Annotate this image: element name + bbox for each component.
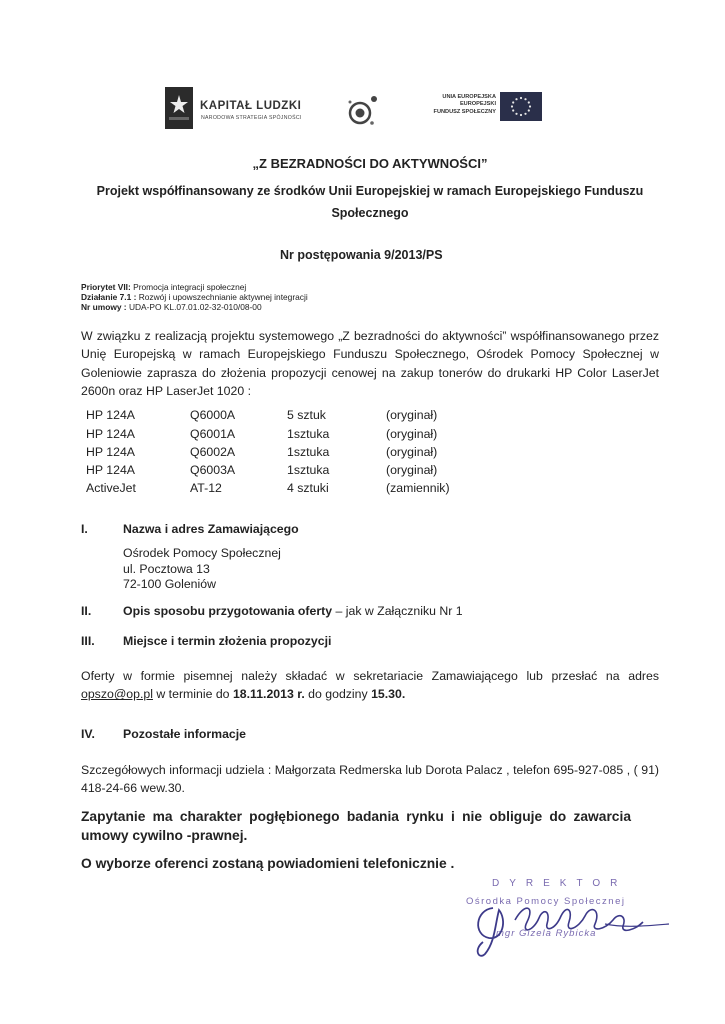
section-3-title: Miejsce i termin złożenia propozycji [123,634,332,648]
priority-line [81,282,246,292]
priority-value: Promocja integracji społecznej [133,282,247,292]
product-qty: 5 sztuk [287,408,326,422]
product-kind: (oryginał) [386,463,438,477]
eu-flag-icon [500,92,542,121]
product-kind: (zamiennik) [386,481,450,495]
inquiry-note: Zapytanie ma charakter pogłębionego badania rynku i nie obliguje do zawarcia umowy cywilno -prawnej. [81,809,631,843]
orderer-address [123,546,281,593]
intro-paragraph: W związku z realizacją projektu systemowego „Z bezradności do aktywności” współfinansowanego przez Unię Europejską w ramach Europejskiego Funduszu Społecznego, Ośrodek Pomocy Społecznej w Goleniowie zaprasza do złożenia propozycji cenowej na zakup tonerów do drukarki HP Color LaserJet 2600n oraz HP LaserJet 1020 : [81,329,659,398]
section-2-heading [123,604,463,618]
contact-paragraph: Szczegółowych informacji udziela : Małgorzata Redmerska lub Dorota Palacz , telefon 695-927-085 , ( 91) 418-24-66 wew.30. [81,763,659,796]
section-4-number: IV. [81,727,95,741]
ue-label-line: EUROPEJSKI [459,101,496,108]
product-name: HP 124A [86,408,135,422]
proceeding-number: Nr postępowania 9/2013/PS [280,248,443,262]
product-name: HP 124A [86,463,135,477]
section-1-title: Nazwa i adres Zamawiającego [123,522,299,536]
section-2-title: Opis sposobu przygotowania oferty [123,604,333,618]
product-kind: (oryginał) [386,445,438,459]
product-qty: 4 sztuki [287,481,329,495]
product-code: AT-12 [190,481,222,495]
ue-label-line: FUNDUSZ SPOŁECZNY [433,108,496,115]
action-label: Działanie 7.1 : [81,292,137,302]
product-kind: (oryginał) [386,408,438,422]
product-name: ActiveJet [86,481,136,495]
offer-date: 18.11.2013 r. [232,687,305,702]
product-qty: 1sztuka [287,463,330,477]
kapital-ludzki-emblem [165,87,193,129]
contract-line [81,302,262,312]
kapital-ludzki-star-icon [165,87,193,129]
ue-label [400,94,496,116]
product-code: Q6003A [190,463,236,477]
product-kind: (oryginał) [386,427,438,441]
spiral-logo-icon [342,93,382,129]
handwritten-signature [455,880,675,960]
product-code: Q6001A [190,427,236,441]
section-4-title: Pozostałe informacje [123,727,247,741]
section-2-number: II. [81,604,92,618]
offer-text-b: w terminie do [152,687,233,702]
offer-text-c: do godziny [304,687,372,702]
ue-label-line: UNIA EUROPEJSKA [442,94,496,100]
offer-hour: 15.30. [371,687,406,702]
kapital-ludzki-subtitle: NARODOWA STRATEGIA SPÓJNOŚCI [201,115,302,121]
email-link[interactable]: opszo@op.pl [81,687,153,702]
offer-text-a: Oferty w formie pisemnej należy składać w sekretariacie Zamawiającego lub przesłać na adres [81,669,659,683]
kapital-ludzki-title: KAPITAŁ LUDZKI [200,100,302,112]
priority-label: Priorytet VII: [81,282,131,292]
product-qty: 1sztuka [287,445,330,459]
product-code: Q6000A [190,408,236,422]
product-name: HP 124A [86,445,135,459]
section-3-number: III. [81,634,95,648]
section-2-rest: – jak w Załączniku Nr 1 [332,604,463,618]
project-title: „Z BEZRADNOŚCI DO AKTYWNOŚCI” [252,156,488,171]
section-1-number: I. [81,522,88,536]
product-code: Q6002A [190,445,236,459]
action-line [81,292,308,302]
product-name: HP 124A [86,427,135,441]
address-line: Ośrodek Pomocy Społecznej [123,546,281,560]
stamp-director: DYREKTOR [492,878,628,889]
cofinanced-heading: Projekt współfinansowany ze środków Unii Europejskiej w ramach Europejskiego Funduszu Społecznego [96,184,644,220]
notification-note: O wyborze oferenci zostaną powiadomieni telefonicznie . [81,856,455,871]
contract-label: Nr umowy : [81,302,127,312]
action-value: Rozwój i upowszechnianie aktywnej integracji [138,292,308,302]
address-line: 72-100 Goleniów [123,577,216,591]
stamp-institution: Ośrodka Pomocy Społecznej [466,896,626,907]
product-qty: 1sztuka [287,427,330,441]
contract-value: UDA-PO KL.07.01.02-32-010/08-00 [128,302,262,312]
address-line: ul. Pocztowa 13 [123,561,210,576]
section-3-paragraph [81,667,659,704]
stamp-name: mgr Gizela Rybicka [496,928,597,939]
